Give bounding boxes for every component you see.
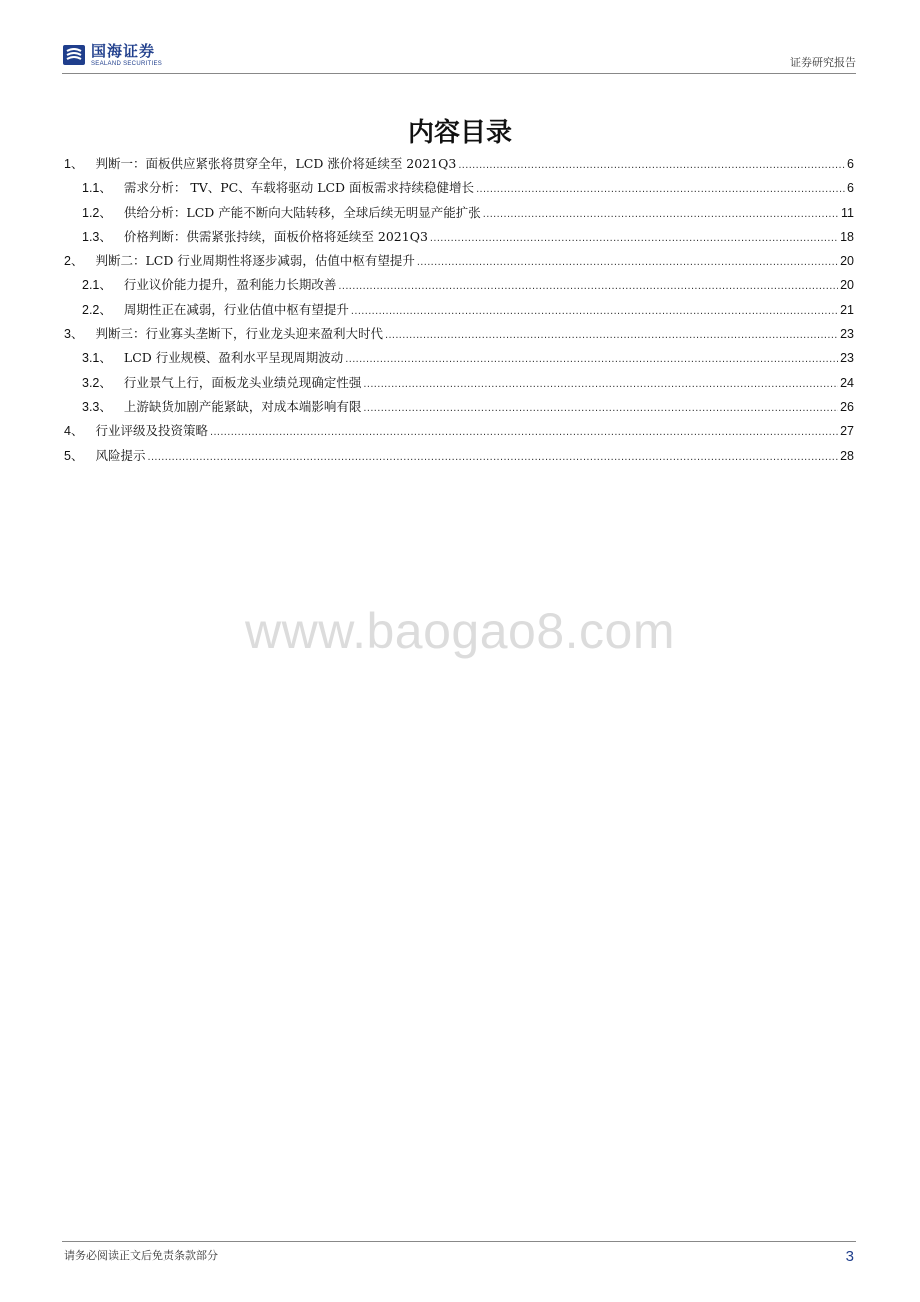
toc-entry-number: 4 [64,424,71,439]
toc-entry-separator: 、 [99,180,112,196]
toc-entry[interactable] [64,446,854,470]
toc-entry-separator: 、 [70,156,84,171]
toc-entry-number: 2.2 [82,302,100,317]
toc-entry-number: 1.2 [82,205,100,220]
toc-entry-title: 风险提示 [95,447,146,463]
toc-entry-separator: 、 [99,228,112,244]
toc-dot-leader [363,402,838,414]
toc-entry-separator: 、 [99,374,112,390]
toc-dot-leader [210,426,838,438]
toc-dot-leader [345,353,838,365]
toc-entry-number: 2 [64,254,71,269]
toc-entry-page: 24 [840,375,854,390]
disclaimer-note: 请务必阅读正文后免责条款部分 [64,1249,218,1262]
toc-entry-title: 判断二：LCD 行业周期性将逐步减弱，估值中枢有望提升 [95,253,415,269]
toc-entry-page: 26 [840,399,854,414]
toc-entry-page: 18 [840,229,854,244]
toc-entry-separator: 、 [99,204,112,220]
toc-entry-number: 5 [64,448,71,463]
toc-entry[interactable] [64,178,854,202]
toc-entry-page: 20 [840,278,854,293]
toc-entry-title: 需求分析： TV、PC、车载将驱动 LCD 面板需求持续稳健增长 [123,180,475,196]
toc-entry-number: 3.2 [82,375,100,390]
toc-dot-leader [363,378,838,390]
toc-entry-title: 行业议价能力提升，盈利能力长期改善 [123,277,337,293]
toc-entry-title: 行业景气上行，面板龙头业绩兑现确定性强 [123,374,362,390]
toc-entry[interactable] [64,251,854,275]
toc-entry-page: 21 [840,302,854,317]
toc-entry-separator: 、 [99,277,112,293]
toc-entry-number: 1.3 [82,229,100,244]
toc-entry[interactable] [64,227,854,251]
toc-entry-separator: 、 [70,423,84,439]
toc-entry[interactable] [64,324,854,348]
toc-dot-leader [476,183,845,195]
toc-entry-page: 23 [840,351,854,366]
toc-dot-leader [458,159,845,171]
header-divider [62,73,856,74]
toc-entry-number: 2.1 [82,278,100,293]
toc-entry-separator: 、 [99,350,112,366]
toc-entry[interactable] [64,300,854,324]
toc-dot-leader [385,329,838,341]
toc-dot-leader [417,256,838,268]
toc-entry-title: LCD 行业规模、盈利水平呈现周期波动 [123,350,344,366]
page-number: 3 [845,1248,854,1265]
toc-dot-leader [338,280,838,292]
toc-entry-title: 周期性正在减弱，行业估值中枢有望提升 [123,301,349,317]
toc-entry-number: 1 [64,157,71,171]
toc-entry-page: 28 [840,448,854,463]
toc-entry[interactable] [64,154,854,178]
toc-dot-leader [147,451,838,463]
toc-entry-page: 27 [840,424,854,439]
toc-dot-leader [430,232,838,244]
watermark: www.baogao8.com [245,603,675,659]
toc-entry-separator: 、 [99,398,112,414]
toc-entry[interactable] [64,373,854,397]
brand-name-cn: 国海证券 [91,41,156,60]
page-header [62,40,856,72]
toc-entry-page: 11 [841,205,854,220]
company-logo [62,43,162,67]
toc-entry-number: 3.1 [82,351,100,366]
toc-entry-title: 上游缺货加剧产能紧缺，对成本端影响有限 [123,398,362,414]
toc-entry[interactable] [64,348,854,372]
toc-entry[interactable] [64,203,854,227]
toc-title: 内容目录 [407,118,512,148]
brand-name-en: SEALAND SECURITIES [91,60,163,67]
toc-entry-page: 6 [847,181,854,196]
toc-entry-number: 3.3 [82,399,100,414]
toc-entry[interactable] [64,421,854,445]
toc-entry-separator: 、 [70,447,84,463]
toc-dot-leader [351,305,838,317]
table-of-contents [64,154,854,470]
footer-divider [62,1241,856,1242]
toc-entry-title: 行业评级及投资策略 [95,423,208,439]
toc-entry[interactable] [64,275,854,299]
document-type: 证券研究报告 [790,56,856,69]
toc-entry-page: 6 [847,157,854,171]
toc-entry-separator: 、 [70,326,84,342]
toc-entry-separator: 、 [70,253,84,269]
toc-dot-leader [483,208,839,220]
toc-entry[interactable] [64,397,854,421]
toc-entry-separator: 、 [99,301,112,317]
toc-entry-title: 判断三：行业寡头垄断下，行业龙头迎来盈利大时代 [95,326,383,342]
toc-entry-title: 供给分析：LCD 产能不断向大陆转移，全球后续无明显产能扩张 [123,204,481,220]
toc-entry-number: 1.1 [82,181,100,196]
toc-entry-page: 23 [840,327,854,342]
toc-entry-number: 3 [64,327,71,342]
toc-entry-title: 价格判断：供需紧张持续，面板价格将延续至 2021Q3 [123,228,428,244]
toc-entry-page: 20 [840,254,854,269]
sealand-logo-icon [62,43,86,67]
toc-entry-title: 判断一：面板供应紧张将贯穿全年，LCD 涨价将延续至 2021Q3 [95,156,457,171]
